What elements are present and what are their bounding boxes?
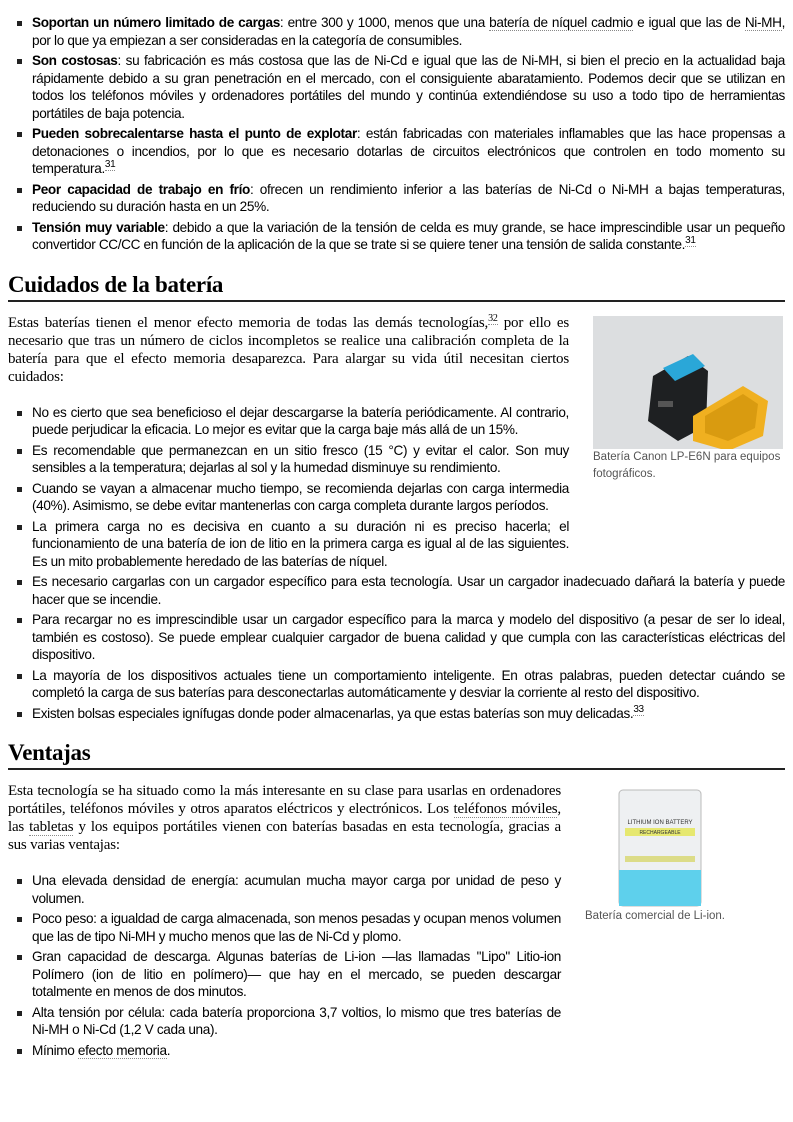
battery-sub: RECHARGEABLE <box>639 830 681 836</box>
intro-text: Esta tecnología se ha situado como la más interesante en su clase para usarlas en ordenadores portátiles, teléfonos móviles y otros aparatos eléctricos y electrónicos. Los <box>8 783 561 817</box>
care-list <box>8 404 785 723</box>
list-item: La mayoría de los dispositivos actuales tiene un comportamiento inteligente. En otras palabras, pueden detectar cuándo se completó la carga de sus baterías para desconectarlas automáticamente y desviar la corriente al resto del dispositivo. <box>32 667 785 700</box>
list-item <box>32 14 785 49</box>
list-item: Alta tensión por célula: cada batería proporciona 3,7 voltios, lo mismo que tres baterías de Ni-MH o Ni-Cd (1,2 V cada una). <box>32 1004 785 1039</box>
reference-link[interactable]: 32 <box>488 312 498 324</box>
battery-label: LITHIUM ION BATTERY <box>627 820 693 826</box>
item-text: : su fabricación es más costosa que las de Ni-Cd e igual que las de Ni-MH, si bien el precio en la actualidad baja rápidamente debido a su gran penetración en el mercado, con el consiguiente abaratamiento. Podemos decir que se utilizan en todos los teléfonos móviles y ordenadores portátiles del mundo y continúa extendiéndose su uso a todo tipo de herramientas portátiles de baja potencia. <box>32 53 786 121</box>
item-term: Soportan un número limitado de cargas <box>32 15 280 30</box>
list-item: Para recargar no es imprescindible usar un cargador específico para la marca y modelo del dispositivo (a pesar de ser lo ideal, también es costoso). Se puede emplear cualquier cargador de buena calidad y que cumpla con las características eléctricas del dispositivo. <box>32 612 785 662</box>
list-item <box>32 1042 785 1060</box>
advantages-list <box>8 872 785 1059</box>
link-efecto-memoria[interactable]: efecto memoria <box>77 1042 167 1058</box>
item-text: : ofrecen un rendimiento inferior a las baterías de Ni-Cd o Ni-MH a bajas temperaturas, reduciendo su duración hasta en un 25%. <box>32 181 785 214</box>
list-item <box>32 181 785 216</box>
drawbacks-list <box>8 14 785 254</box>
reference-link[interactable]: 33 <box>633 703 644 715</box>
list-item: No es cierto que sea beneficioso el dejar descargarse la batería periódicamente. Al contrario, puede perjudicar la eficacia. Lo mejor es evitar que la carga baje más allá de un 15%. <box>32 404 785 439</box>
item-term: Peor capacidad de trabajo en frío <box>32 181 250 197</box>
list-item <box>32 52 785 122</box>
list-item: Es necesario cargarlas con un cargador específico para esta tecnología. Usar un cargador inadecuado dañará la batería y puede hacer que se incendie. <box>32 574 785 607</box>
list-item: La primera carga no es decisiva en cuanto a su duración ni es preciso hacerla; el funcionamiento de una batería de ion de litio en la primera carga es igual al de las siguientes. Es un mito probablemente heredado de las baterías de níquel. <box>32 518 785 571</box>
intro-text: por ello es necesario que tras un número de ciclos incompletos se realice una calibración completa de la batería para que el efecto memoria desaparezca. Para alargar su vida útil necesitan ciertos cuidados: <box>8 314 569 385</box>
item-text: e igual que las de <box>632 15 745 30</box>
item-text: Mínimo <box>32 1042 78 1058</box>
list-item: Gran capacidad de descarga. Algunas baterías de Li-ion —las llamadas "Lipo" Litio-ion Polímero (ion de litio en polímero)— que hay en el mercado, se pueden descargar totalmente en menos de dos minutos. <box>32 948 785 1001</box>
link-telefonos-moviles[interactable]: teléfonos móviles <box>453 801 558 817</box>
list-item <box>32 219 785 254</box>
item-term: Tensión muy variable <box>32 219 165 235</box>
section-heading-cuidados: Cuidados de la batería <box>8 272 785 302</box>
item-text: . <box>166 1042 171 1058</box>
item-text: : debido a que la variación de la tensión de celda es muy grande, se hace imprescindible usar un pequeño convertidor CC/CC en función de la aplicación de la que se trate si se quiere tener una tensión de salida constante. <box>32 219 786 252</box>
link-tabletas[interactable]: tabletas <box>29 819 74 835</box>
figure-caption: Batería comercial de Li-ion. <box>585 910 725 922</box>
link-ni-mh[interactable]: Ni-MH <box>744 15 782 30</box>
list-item <box>32 705 785 723</box>
list-item: Poco peso: a igualdad de carga almacenada, son menos pesadas y ocupan menos volumen que las de tipo Ni-MH y mucho menos que las de Ni-Cd y plomo. <box>32 910 785 945</box>
section-heading-ventajas: Ventajas <box>8 740 785 770</box>
item-text: : entre 300 y 1000, menos que una <box>279 15 490 30</box>
item-term: Son costosas <box>32 53 118 68</box>
item-text: : están fabricadas con materiales inflamables que las hace propensas a detonaciones o incendios, por lo que es necesario dotarlas de circuitos electrónicos que controlen en todo momento su temperatura. <box>32 126 785 176</box>
intro-text: , las <box>8 801 561 835</box>
list-item: Es recomendable que permanezcan en un sitio fresco (15 °C) y evitar el calor. Son muy sensibles a la temperatura; dejarlas al sol y la humedad disminuye su rendimiento. <box>32 442 785 477</box>
figure-caption: Batería Canon LP-E6N para equipos fotográficos. <box>593 450 781 480</box>
item-text: , por lo que ya empiezan a ser consideradas en la categoría de consumibles. <box>32 15 786 48</box>
reference-link[interactable]: 31 <box>685 235 696 247</box>
link-niquel-cadmio[interactable]: batería de níquel cadmio <box>489 15 633 30</box>
list-item <box>32 125 785 178</box>
reference-link[interactable]: 31 <box>104 159 116 171</box>
list-item: Cuando se vayan a almacenar mucho tiempo, se recomienda dejarlas con carga intermedia (40%). Asimismo, se debe evitar mantenerlas con carga completa durante largos períodos. <box>32 480 785 515</box>
article-page <box>8 14 785 1062</box>
intro-text: Estas baterías tienen el menor efecto memoria de todas las demás tecnologías, <box>8 314 489 331</box>
item-text: Existen bolsas especiales ignífugas donde poder almacenarlas, ya que estas baterías son muy delicadas. <box>32 705 634 721</box>
item-term: Pueden sobrecalentarse hasta el punto de explotar <box>32 126 357 141</box>
list-item: Una elevada densidad de energía: acumulan mucha mayor carga por unidad de peso y volumen. <box>32 872 785 907</box>
intro-text: y los equipos portátiles vienen con baterías basadas en esta tecnología, gracias a sus varias ventajas: <box>8 819 561 853</box>
